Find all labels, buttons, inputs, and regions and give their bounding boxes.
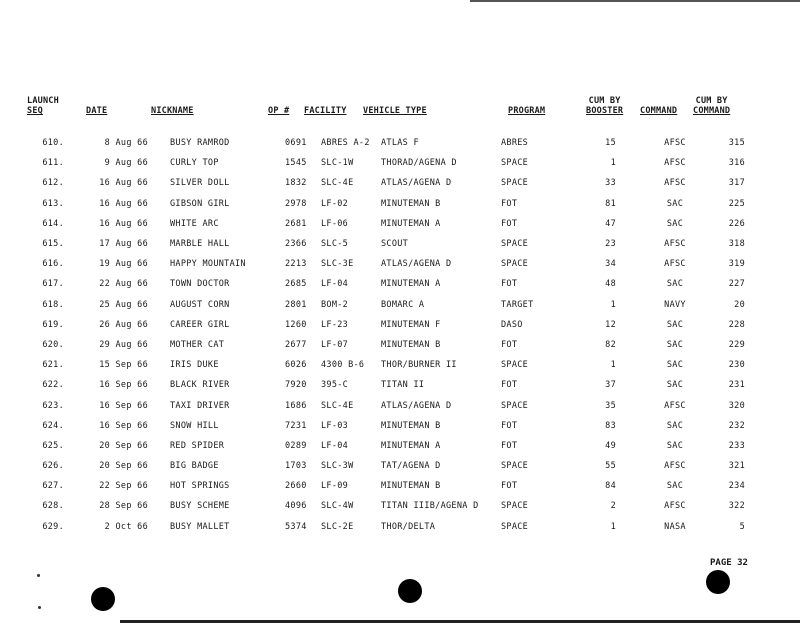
table-row [24, 335, 745, 355]
cell-cum-booster: 82 [605, 339, 616, 350]
cell-nickname: GIBSON GIRL [170, 198, 230, 209]
cell-vehicle: MINUTEMAN B [381, 481, 441, 492]
cell-date: 16 Sep 66 [99, 420, 148, 431]
header-launch: LAUNCH [27, 96, 59, 106]
cell-facility: SLC-4E [321, 178, 354, 189]
cell-facility: SLC-1W [321, 158, 354, 169]
header-command: COMMAND [640, 106, 678, 116]
cell-seq: 622. [42, 380, 64, 391]
cell-seq: 613. [42, 198, 64, 209]
speck [37, 574, 40, 577]
cell-vehicle: THOR/DELTA [381, 521, 436, 532]
cell-facility: SLC-5 [321, 239, 349, 250]
table-row [24, 274, 745, 294]
cell-date: 9 Aug 66 [104, 158, 148, 169]
cell-nickname: BUSY MALLET [170, 521, 230, 532]
cell-command: SAC [666, 279, 684, 290]
cell-command: AFSC [664, 400, 686, 411]
cell-op: 1545 [285, 158, 307, 169]
cell-program: FOT [501, 380, 518, 391]
cell-facility: LF-06 [321, 218, 349, 229]
table-row [24, 173, 745, 193]
cell-vehicle: TITAN IIIB/AGENA D [381, 501, 479, 512]
cell-op: 2660 [285, 481, 307, 492]
cell-cum-command: 322 [728, 501, 745, 512]
cell-seq: 619. [42, 319, 64, 330]
header-booster: BOOSTER [586, 106, 624, 116]
table-row [24, 194, 745, 214]
cell-op: 7231 [285, 420, 307, 431]
cell-cum-booster: 1 [610, 360, 616, 371]
cell-date: 8 Aug 66 [104, 138, 148, 149]
cell-seq: 623. [42, 400, 64, 411]
cell-cum-command: 225 [728, 198, 745, 209]
cell-op: 2978 [285, 198, 307, 209]
table-row [24, 436, 745, 456]
cell-nickname: HAPPY MOUNTAIN [170, 259, 246, 270]
cell-date: 19 Aug 66 [99, 259, 148, 270]
cell-facility: SLC-4E [321, 400, 354, 411]
table-row [24, 214, 745, 234]
cell-program: FOT [501, 481, 518, 492]
cell-date: 20 Sep 66 [99, 461, 148, 472]
cell-date: 29 Aug 66 [99, 339, 148, 350]
cell-facility: LF-09 [321, 481, 349, 492]
header-nickname: NICKNAME [151, 106, 194, 116]
cell-vehicle: MINUTEMAN B [381, 420, 441, 431]
cell-facility: SLC-4W [321, 501, 354, 512]
cell-op: 2681 [285, 218, 307, 229]
cell-vehicle: MINUTEMAN B [381, 339, 441, 350]
header-date: DATE [86, 106, 108, 116]
cell-program: SPACE [501, 360, 529, 371]
cell-nickname: TOWN DOCTOR [170, 279, 230, 290]
cell-cum-booster: 83 [605, 420, 616, 431]
cell-command: SAC [666, 440, 684, 451]
cell-op: 2366 [285, 239, 307, 250]
cell-cum-booster: 47 [605, 218, 616, 229]
cell-nickname: MOTHER CAT [170, 339, 225, 350]
cell-cum-booster: 12 [605, 319, 616, 330]
cell-facility: 4300 B-6 [321, 360, 365, 371]
header-vehicle-type: VEHICLE TYPE [363, 106, 427, 116]
cell-cum-booster: 1 [610, 521, 616, 532]
header-facility: FACILITY [304, 106, 347, 116]
cell-cum-command: 230 [728, 360, 745, 371]
cell-vehicle: THORAD/AGENA D [381, 158, 457, 169]
cell-seq: 621. [42, 360, 64, 371]
cell-cum-booster: 48 [605, 279, 616, 290]
cell-program: FOT [501, 420, 518, 431]
cell-op: 1703 [285, 461, 307, 472]
cell-vehicle: MINUTEMAN B [381, 198, 441, 209]
cell-facility: SLC-3E [321, 259, 354, 270]
cell-command: NASA [664, 521, 686, 532]
cell-cum-booster: 1 [610, 158, 616, 169]
cell-seq: 611. [42, 158, 64, 169]
cell-cum-command: 318 [728, 239, 745, 250]
cell-program: SPACE [501, 178, 529, 189]
cell-seq: 625. [42, 440, 64, 451]
cell-seq: 620. [42, 339, 64, 350]
header-op: OP # [268, 106, 290, 116]
cell-op: 0691 [285, 138, 307, 149]
cell-vehicle: ATLAS/AGENA D [381, 259, 452, 270]
cell-program: FOT [501, 198, 518, 209]
cell-cum-command: 229 [728, 339, 745, 350]
cell-vehicle: MINUTEMAN A [381, 279, 441, 290]
cell-seq: 626. [42, 461, 64, 472]
cell-seq: 610. [42, 138, 64, 149]
cell-cum-booster: 15 [605, 138, 616, 149]
cell-cum-command: 321 [728, 461, 745, 472]
cell-op: 1260 [285, 319, 307, 330]
cell-nickname: BUSY RAMROD [170, 138, 230, 149]
cell-program: DASO [501, 319, 523, 330]
cell-cum-command: 226 [728, 218, 745, 229]
cell-seq: 612. [42, 178, 64, 189]
cell-program: FOT [501, 279, 518, 290]
cell-cum-command: 20 [734, 299, 745, 310]
cell-seq: 614. [42, 218, 64, 229]
cell-program: SPACE [501, 501, 529, 512]
cell-nickname: TAXI DRIVER [170, 400, 230, 411]
cell-nickname: HOT SPRINGS [170, 481, 230, 492]
cell-op: 1686 [285, 400, 307, 411]
cell-cum-command: 5 [739, 521, 745, 532]
cell-command: NAVY [664, 299, 686, 310]
cell-vehicle: THOR/BURNER II [381, 360, 457, 371]
cell-program: SPACE [501, 521, 529, 532]
cell-cum-command: 315 [728, 138, 745, 149]
cell-vehicle: MINUTEMAN A [381, 218, 441, 229]
cell-vehicle: ATLAS F [381, 138, 419, 149]
cell-command: SAC [666, 380, 684, 391]
cell-facility: ABRES A-2 [321, 138, 370, 149]
cell-nickname: MARBLE HALL [170, 239, 230, 250]
cell-facility: SLC-3W [321, 461, 354, 472]
bottom-rule [120, 620, 800, 623]
header-command-2: COMMAND [693, 106, 731, 116]
cell-nickname: SILVER DOLL [170, 178, 230, 189]
cell-cum-command: 234 [728, 481, 745, 492]
cell-nickname: BIG BADGE [170, 461, 219, 472]
cell-nickname: IRIS DUKE [170, 360, 219, 371]
cell-program: SPACE [501, 461, 529, 472]
punch-hole-center [398, 579, 422, 603]
cell-command: SAC [666, 339, 684, 350]
header-cum-by-2: CUM BY [695, 96, 728, 106]
cell-date: 15 Sep 66 [99, 360, 148, 371]
cell-program: ABRES [501, 138, 529, 149]
cell-nickname: AUGUST CORN [170, 299, 230, 310]
cell-cum-command: 317 [728, 178, 745, 189]
cell-cum-command: 320 [728, 400, 745, 411]
cell-date: 16 Aug 66 [99, 218, 148, 229]
cell-facility: 395-C [321, 380, 349, 391]
table-row [24, 517, 745, 537]
cell-nickname: WHITE ARC [170, 218, 219, 229]
cell-cum-command: 228 [728, 319, 745, 330]
cell-cum-booster: 37 [605, 380, 616, 391]
cell-seq: 628. [42, 501, 64, 512]
cell-cum-booster: 49 [605, 440, 616, 451]
punch-hole-right [706, 570, 730, 594]
cell-date: 16 Aug 66 [99, 198, 148, 209]
cell-date: 16 Sep 66 [99, 400, 148, 411]
cell-command: AFSC [664, 138, 686, 149]
cell-program: FOT [501, 218, 518, 229]
cell-command: SAC [666, 420, 684, 431]
cell-facility: LF-04 [321, 279, 349, 290]
cell-op: 6026 [285, 360, 307, 371]
cell-date: 22 Sep 66 [99, 481, 148, 492]
cell-cum-command: 319 [728, 259, 745, 270]
header-seq: SEQ [27, 106, 43, 116]
cell-op: 2677 [285, 339, 307, 350]
cell-op: 2801 [285, 299, 307, 310]
cell-date: 20 Sep 66 [99, 440, 148, 451]
cell-facility: LF-04 [321, 440, 349, 451]
cell-nickname: CAREER GIRL [170, 319, 230, 330]
cell-program: SPACE [501, 158, 529, 169]
table-row [24, 234, 745, 254]
cell-date: 17 Aug 66 [99, 239, 148, 250]
cell-facility: BOM-2 [321, 299, 349, 310]
cell-cum-booster: 81 [605, 198, 616, 209]
table-row [24, 476, 745, 496]
table-row [24, 295, 745, 315]
cell-cum-command: 231 [728, 380, 745, 391]
cell-cum-booster: 55 [605, 461, 616, 472]
cell-command: AFSC [664, 461, 686, 472]
cell-command: AFSC [664, 239, 686, 250]
cell-seq: 629. [42, 521, 64, 532]
header-launch-seq [27, 96, 59, 116]
cell-cum-booster: 84 [605, 481, 616, 492]
cell-program: SPACE [501, 259, 529, 270]
cell-facility: SLC-2E [321, 521, 354, 532]
cell-date: 26 Aug 66 [99, 319, 148, 330]
cell-program: SPACE [501, 239, 529, 250]
cell-cum-command: 227 [728, 279, 745, 290]
cell-program: FOT [501, 339, 518, 350]
header-cum-by-command [693, 96, 730, 116]
cell-seq: 618. [42, 299, 64, 310]
cell-cum-command: 233 [728, 440, 745, 451]
cell-op: 5374 [285, 521, 307, 532]
cell-vehicle: TAT/AGENA D [381, 461, 441, 472]
table-row [24, 153, 745, 173]
cell-op: 4096 [285, 501, 307, 512]
speck [38, 606, 41, 609]
cell-date: 25 Aug 66 [99, 299, 148, 310]
cell-seq: 624. [42, 420, 64, 431]
header-cum-by-1: CUM BY [588, 96, 621, 106]
table-row [24, 315, 745, 335]
cell-vehicle: MINUTEMAN F [381, 319, 441, 330]
cell-cum-booster: 35 [605, 400, 616, 411]
cell-command: AFSC [664, 178, 686, 189]
cell-nickname: RED SPIDER [170, 440, 225, 451]
table-row [24, 254, 745, 274]
table-row [24, 395, 745, 415]
table-row [24, 496, 745, 516]
cell-nickname: SNOW HILL [170, 420, 219, 431]
cell-program: TARGET [501, 299, 534, 310]
table-row [24, 375, 745, 395]
cell-command: SAC [666, 360, 684, 371]
cell-command: AFSC [664, 158, 686, 169]
cell-date: 16 Aug 66 [99, 178, 148, 189]
cell-cum-booster: 1 [610, 299, 616, 310]
cell-command: SAC [666, 481, 684, 492]
cell-facility: LF-02 [321, 198, 349, 209]
top-rule [470, 0, 800, 2]
cell-facility: LF-07 [321, 339, 349, 350]
cell-op: 0289 [285, 440, 307, 451]
cell-date: 2 Oct 66 [104, 521, 148, 532]
page-number: PAGE 32 [710, 558, 748, 568]
cell-op: 2213 [285, 259, 307, 270]
launch-log-table [24, 133, 745, 537]
cell-op: 1832 [285, 178, 307, 189]
cell-vehicle: ATLAS/AGENA D [381, 400, 452, 411]
table-row [24, 133, 745, 153]
cell-seq: 617. [42, 279, 64, 290]
cell-vehicle: SCOUT [381, 239, 409, 250]
cell-seq: 615. [42, 239, 64, 250]
cell-date: 22 Aug 66 [99, 279, 148, 290]
table-row [24, 416, 745, 436]
cell-nickname: CURLY TOP [170, 158, 219, 169]
cell-facility: LF-23 [321, 319, 349, 330]
punch-hole-left [91, 587, 115, 611]
cell-cum-command: 232 [728, 420, 745, 431]
cell-date: 16 Sep 66 [99, 380, 148, 391]
cell-facility: LF-03 [321, 420, 349, 431]
cell-cum-booster: 2 [610, 501, 616, 512]
cell-op: 2685 [285, 279, 307, 290]
cell-command: AFSC [664, 259, 686, 270]
cell-program: FOT [501, 440, 518, 451]
header-cum-by-booster [586, 96, 623, 116]
cell-command: AFSC [664, 501, 686, 512]
table-row [24, 355, 745, 375]
cell-seq: 616. [42, 259, 64, 270]
header-program: PROGRAM [508, 106, 546, 116]
cell-vehicle: TITAN II [381, 380, 425, 391]
cell-vehicle: MINUTEMAN A [381, 440, 441, 451]
cell-cum-booster: 34 [605, 259, 616, 270]
cell-command: SAC [666, 218, 684, 229]
cell-vehicle: BOMARC A [381, 299, 425, 310]
cell-cum-booster: 23 [605, 239, 616, 250]
table-row [24, 456, 745, 476]
cell-nickname: BLACK RIVER [170, 380, 230, 391]
cell-nickname: BUSY SCHEME [170, 501, 230, 512]
cell-program: SPACE [501, 400, 529, 411]
cell-date: 28 Sep 66 [99, 501, 148, 512]
cell-cum-booster: 33 [605, 178, 616, 189]
cell-command: SAC [666, 319, 684, 330]
cell-vehicle: ATLAS/AGENA D [381, 178, 452, 189]
cell-op: 7920 [285, 380, 307, 391]
cell-command: SAC [666, 198, 684, 209]
cell-seq: 627. [42, 481, 64, 492]
cell-cum-command: 316 [728, 158, 745, 169]
